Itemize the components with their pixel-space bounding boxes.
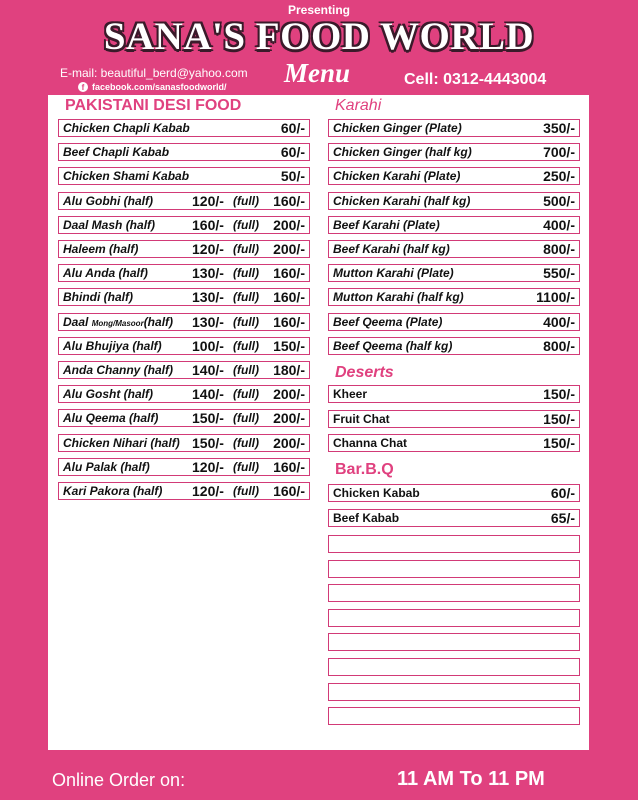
item-price: 200/- [273,410,305,426]
item-price: 350/- [543,120,575,136]
full-label: (full) [233,411,259,425]
item-price: 550/- [543,265,575,281]
full-label: (full) [233,266,259,280]
menu-row [328,337,580,355]
item-price: 160/- [273,483,305,499]
half-price: 130/- [192,265,224,281]
item-name: Beef Karahi (Plate) [333,218,440,232]
item-name: Alu Anda (half) [63,266,148,280]
item-price: 160/- [273,289,305,305]
item-name: Anda Channy (half) [63,363,173,377]
item-price: 200/- [273,217,305,233]
half-price: 120/- [192,483,224,499]
item-price: 160/- [273,459,305,475]
item-name: Daal Mash (half) [63,218,156,232]
menu-row [58,216,310,234]
menu-row [328,167,580,185]
empty-row [328,658,580,676]
menu-row [328,288,580,306]
item-price: 1100/- [536,289,575,305]
empty-row [328,609,580,627]
item-name: Chicken Chapli Kabab [63,121,190,135]
menu-heading: Menu [284,58,351,88]
empty-row [328,584,580,602]
half-price: 130/- [192,314,224,330]
item-price: 160/- [273,265,305,281]
half-price: 140/- [192,362,224,378]
item-price: 200/- [273,435,305,451]
menu-row [58,143,310,161]
menu-row [58,458,310,476]
item-price: 150/- [273,338,305,354]
menu-row [58,264,310,282]
item-name: Beef Kabab [333,511,400,525]
menu-row [328,484,580,502]
item-name: Alu Palak (half) [63,460,150,474]
menu-row [328,385,580,403]
item-name: Daal Mong/Masoor(half) [63,315,174,329]
item-name: Beef Karahi (half kg) [333,242,450,256]
full-label: (full) [233,339,259,353]
menu-row [58,409,310,427]
item-name: Alu Qeema (half) [63,411,159,425]
item-price: 150/- [543,435,575,451]
menu-row [328,216,580,234]
presenting-text: Presenting [287,3,350,17]
item-price: 60/- [550,485,575,501]
header [0,0,638,95]
item-price: 160/- [273,314,305,330]
full-label: (full) [233,460,259,474]
empty-row [328,707,580,725]
cell-number: Cell: 0312-4443004 [404,71,547,88]
menu-row [328,143,580,161]
online-order-text: Online Order on: [52,770,186,790]
menu-row [58,192,310,210]
item-name: Chicken Ginger (Plate) [333,121,462,135]
menu-row [328,313,580,331]
item-variant: Mong/Masoor [91,319,144,328]
menu-row [328,240,580,258]
item-name: Beef Chapli Kabab [63,145,170,159]
email-text: E-mail: beautiful_berd@yahoo.com [60,66,248,80]
item-price: 160/- [273,193,305,209]
menu-row [58,288,310,306]
half-price: 150/- [192,435,224,451]
menu-row [328,192,580,210]
item-name: Channa Chat [333,436,408,450]
menu-row [328,434,580,452]
full-label: (full) [233,315,259,329]
half-price: 150/- [192,410,224,426]
item-name: Alu Bhujiya (half) [63,339,162,353]
item-name: Mutton Karahi (half kg) [333,290,464,304]
item-name: Chicken Kabab [333,486,420,500]
half-price: 120/- [192,241,224,257]
half-price: 120/- [192,459,224,475]
item-name: Mutton Karahi (Plate) [333,266,454,280]
menu-row [58,240,310,258]
full-label: (full) [233,290,259,304]
item-name: Beef Qeema (Plate) [333,315,443,329]
menu-row [58,167,310,185]
item-price: 60/- [280,120,305,136]
item-name: Beef Qeema (half kg) [333,339,453,353]
menu-row [328,509,580,527]
full-label: (full) [233,242,259,256]
item-price: 400/- [543,314,575,330]
item-price: 50/- [280,168,305,184]
menu-row [58,313,310,331]
item-price: 65/- [550,510,575,526]
menu-row [328,410,580,428]
empty-row [328,560,580,578]
full-label: (full) [233,218,259,232]
item-name: Chicken Karahi (half kg) [333,194,471,208]
empty-row [328,633,580,651]
item-name: Haleem (half) [63,242,139,256]
item-price: 60/- [280,144,305,160]
section-title-deserts: Deserts [335,364,394,381]
item-name: Alu Gosht (half) [63,387,153,401]
item-price: 200/- [273,386,305,402]
brand-title: SANA'S FOOD WORLD [103,15,535,58]
item-name: Fruit Chat [333,412,390,426]
menu-row [58,482,310,500]
half-price: 100/- [192,338,224,354]
facebook-icon: f [78,82,88,92]
full-label: (full) [233,194,259,208]
section-title-karahi: Karahi [335,97,382,114]
half-price: 160/- [192,217,224,233]
menu-row [328,119,580,137]
item-price: 150/- [543,411,575,427]
full-label: (full) [233,436,259,450]
item-name: Kari Pakora (half) [63,484,163,498]
section-title-desi: PAKISTANI DESI FOOD [65,97,242,114]
menu-row [58,361,310,379]
facebook-text: facebook.com/sanasfoodworld/ [92,82,227,92]
item-price: 800/- [543,338,575,354]
section-title-bbq: Bar.B.Q [335,461,394,478]
menu-row [58,119,310,137]
full-label: (full) [233,387,259,401]
half-price: 130/- [192,289,224,305]
menu-row [58,434,310,452]
full-label: (full) [233,484,259,498]
half-price: 140/- [192,386,224,402]
empty-row [328,535,580,553]
item-name: Bhindi (half) [63,290,133,304]
item-name: Chicken Karahi (Plate) [333,169,461,183]
full-label: (full) [233,363,259,377]
item-price: 800/- [543,241,575,257]
facebook-link[interactable] [78,82,227,92]
item-name: Kheer [333,387,368,401]
half-price: 120/- [192,193,224,209]
item-name: Alu Gobhi (half) [63,194,153,208]
menu-row [58,337,310,355]
item-price: 400/- [543,217,575,233]
item-price: 700/- [543,144,575,160]
menu-row [58,385,310,403]
menu-row [328,264,580,282]
hours-text: 11 AM To 11 PM [397,768,545,790]
item-name: Chicken Shami Kabab [63,169,190,183]
item-price: 200/- [273,241,305,257]
item-name: Chicken Ginger (half kg) [333,145,472,159]
item-price: 250/- [543,168,575,184]
item-price: 180/- [273,362,305,378]
item-price: 500/- [543,193,575,209]
item-name: Chicken Nihari (half) [63,436,180,450]
empty-row [328,683,580,701]
item-price: 150/- [543,386,575,402]
